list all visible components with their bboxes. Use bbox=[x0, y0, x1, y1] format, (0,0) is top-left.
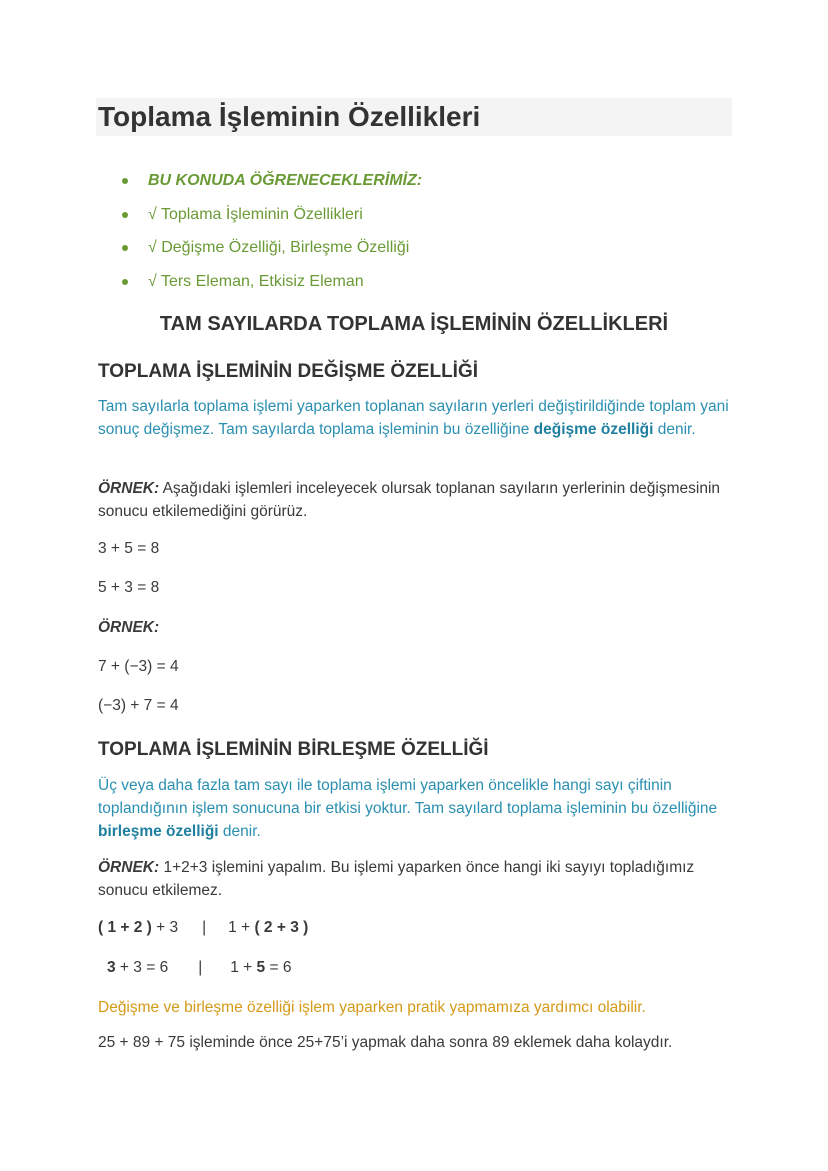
equation: 7 + (−3) = 4 bbox=[98, 658, 179, 675]
list-item: √ Değişme Özelliği, Birleşme Özelliği bbox=[100, 231, 422, 265]
topics-list bbox=[100, 164, 422, 298]
associative-heading: TOPLAMA İŞLEMİNİN BİRLEŞME ÖZELLİĞİ bbox=[98, 739, 489, 760]
associative-description: Üç veya daha fazla tam sayı ile toplama işlemi yaparken öncelikle hangi sayı çiftinin toplandığının işlem sonucuna bir etkisi yoktur. Tam sayılard toplama işleminin bu özelliğine birleşme özelliği denir. bbox=[98, 777, 718, 840]
associative-example: ÖRNEK: 1+2+3 işlemini yapalım. Bu işlemi yaparken önce hangi iki sayıyı topladığımız sonucu etkilemez. bbox=[98, 859, 695, 899]
topics-heading: BU KONUDA ÖĞRENECEKLERİMİZ: bbox=[100, 164, 422, 198]
equation: 5 + 3 = 8 bbox=[98, 579, 160, 596]
grouping-row-2: 3 + 3 = 6 | 1 + 5 = 6 bbox=[107, 959, 292, 976]
grouping-row-1: ( 1 + 2 ) + 3 | 1 + ( 2 + 3 ) bbox=[98, 919, 309, 936]
bullet-icon bbox=[122, 279, 128, 285]
note-text: Değişme ve birleşme özelliği işlem yaparken pratik yapmamıza yardımcı olabilir. bbox=[98, 999, 646, 1016]
bullet-icon bbox=[122, 178, 128, 184]
main-heading: TAM SAYILARDA TOPLAMA İŞLEMİNİN ÖZELLİKLERİ bbox=[159, 313, 669, 335]
equation: 3 + 5 = 8 bbox=[98, 540, 160, 557]
commutative-description: Tam sayılarla toplama işlemi yaparken toplanan sayıların yerleri değiştirildiğinde toplam yani sonuç değişmez. Tam sayılarda toplama işleminin bu özelliğine değişme özelliği denir. bbox=[98, 398, 729, 438]
example-label: ÖRNEK: bbox=[98, 619, 160, 636]
equation: (−3) + 7 = 4 bbox=[98, 697, 179, 714]
bullet-icon bbox=[122, 212, 128, 218]
list-item: √ Toplama İşleminin Özellikleri bbox=[100, 198, 422, 232]
list-item: √ Ters Eleman, Etkisiz Eleman bbox=[100, 265, 422, 299]
commutative-example: ÖRNEK: Aşağıdaki işlemleri inceleyecek olursak toplanan sayıların yerlerinin değişmesinin sonucu etkilemediğini görürüz. bbox=[98, 480, 721, 520]
commutative-heading: TOPLAMA İŞLEMİNİN DEĞİŞME ÖZELLİĞİ bbox=[98, 361, 479, 382]
page-title: Toplama İşleminin Özellikleri bbox=[98, 101, 481, 132]
final-text: 25 + 89 + 75 işleminde önce 25+75’i yapmak daha sonra 89 eklemek daha kolaydır. bbox=[98, 1034, 673, 1051]
bullet-icon bbox=[122, 245, 128, 251]
